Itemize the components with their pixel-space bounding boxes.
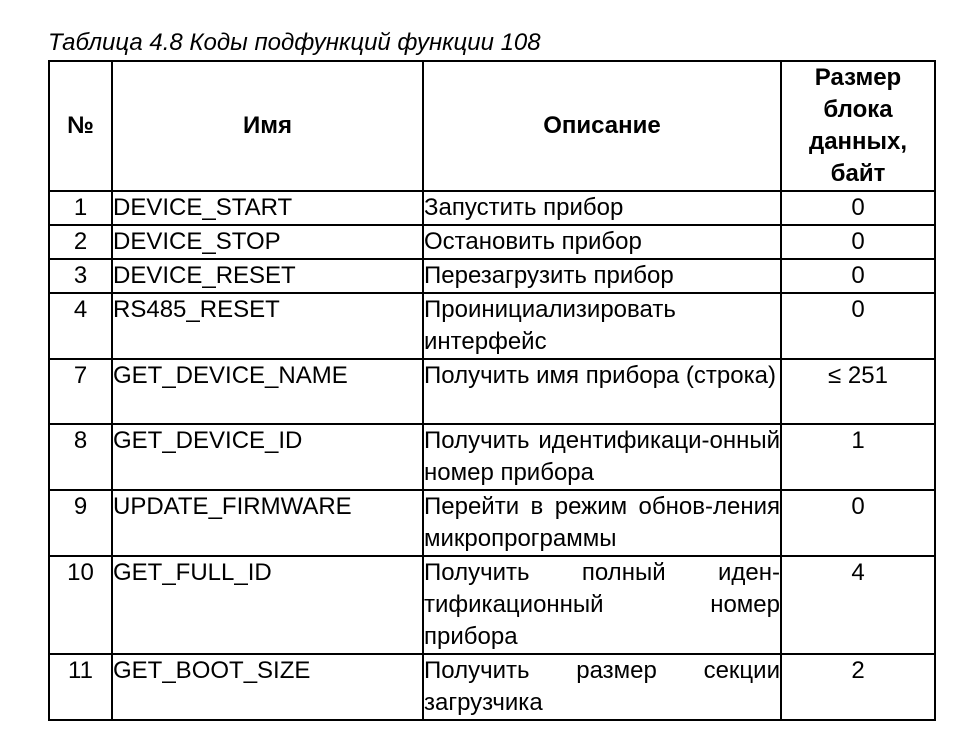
- subfunction-codes-table: [48, 60, 936, 721]
- cell-num: 7: [49, 359, 112, 424]
- table-row: [49, 191, 935, 225]
- header-name: Имя: [112, 61, 423, 191]
- cell-num: 11: [49, 654, 112, 720]
- cell-description: Получить размер секции загрузчика: [423, 654, 781, 720]
- cell-size: 0: [781, 490, 935, 556]
- table-caption: Таблица 4.8 Коды подфункций функции 108: [48, 29, 541, 56]
- cell-size: 0: [781, 293, 935, 359]
- table-header-row: [49, 61, 935, 191]
- cell-description: Перезагрузить прибор: [423, 259, 781, 293]
- cell-name: GET_FULL_ID: [112, 556, 423, 654]
- table-row: [49, 225, 935, 259]
- table-row: [49, 654, 935, 720]
- table-row: [49, 359, 935, 424]
- table-row: [49, 424, 935, 490]
- cell-num: 10: [49, 556, 112, 654]
- cell-name: GET_BOOT_SIZE: [112, 654, 423, 720]
- cell-size: 0: [781, 259, 935, 293]
- cell-description: Получить имя прибора (строка): [423, 359, 781, 424]
- table-row: [49, 556, 935, 654]
- cell-name: DEVICE_RESET: [112, 259, 423, 293]
- cell-size: 0: [781, 225, 935, 259]
- cell-num: 1: [49, 191, 112, 225]
- cell-name: UPDATE_FIRMWARE: [112, 490, 423, 556]
- cell-num: 2: [49, 225, 112, 259]
- cell-size: 1: [781, 424, 935, 490]
- cell-description: Получить идентификаци-онный номер прибора: [423, 424, 781, 490]
- header-size: Размер блока данных, байт: [781, 61, 935, 191]
- cell-name: DEVICE_STOP: [112, 225, 423, 259]
- cell-size: 4: [781, 556, 935, 654]
- cell-description: Проинициализировать интерфейс: [423, 293, 781, 359]
- cell-name: GET_DEVICE_ID: [112, 424, 423, 490]
- cell-size: 0: [781, 191, 935, 225]
- cell-size: 2: [781, 654, 935, 720]
- cell-name: GET_DEVICE_NAME: [112, 359, 423, 424]
- header-description: Описание: [423, 61, 781, 191]
- table-row: [49, 293, 935, 359]
- cell-num: 8: [49, 424, 112, 490]
- cell-num: 9: [49, 490, 112, 556]
- table-row: [49, 259, 935, 293]
- cell-description: Запустить прибор: [423, 191, 781, 225]
- table-row: [49, 490, 935, 556]
- cell-size: ≤ 251: [781, 359, 935, 424]
- cell-name: DEVICE_START: [112, 191, 423, 225]
- cell-description: Остановить прибор: [423, 225, 781, 259]
- header-num: №: [49, 61, 112, 191]
- cell-name: RS485_RESET: [112, 293, 423, 359]
- cell-num: 3: [49, 259, 112, 293]
- cell-num: 4: [49, 293, 112, 359]
- cell-description: Получить полный иден-тификационный номер прибора: [423, 556, 781, 654]
- cell-description: Перейти в режим обнов-ления микропрограммы: [423, 490, 781, 556]
